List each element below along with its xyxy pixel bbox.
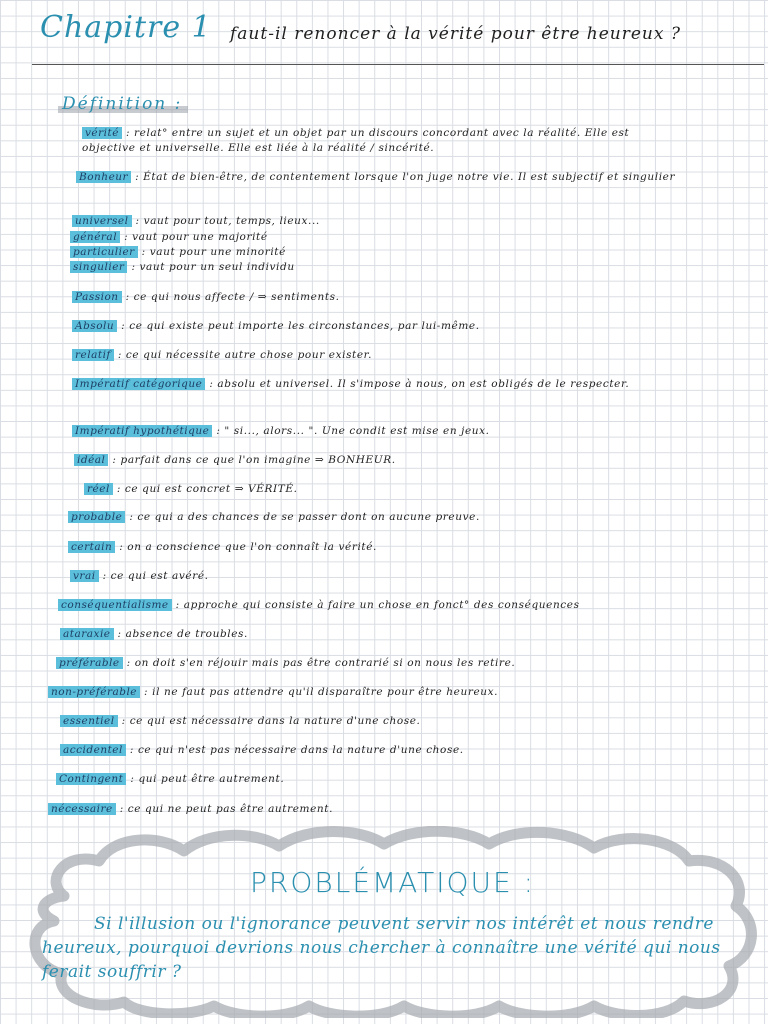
problematique-title: PROBLÉMATIQUE :: [250, 866, 536, 899]
definition-text: : ce qui est concret ⇒ VÉRITÉ.: [116, 483, 298, 495]
definition-term: ataraxie: [60, 628, 114, 640]
definition-term: vrai: [70, 570, 99, 582]
definition-entry: [72, 424, 712, 439]
definition-text: : ce qui a des chances de se passer dont on aucune preuve.: [129, 511, 480, 523]
definitions-heading: Définition :: [62, 94, 183, 114]
definition-text: : absolu et universel. Il s'impose à nous, on est obligés de le respecter.: [209, 378, 630, 390]
definition-entry: [84, 482, 684, 497]
definition-entry: [58, 598, 758, 613]
definition-entry: [60, 627, 660, 642]
definition-entry: [48, 802, 648, 817]
definition-entry: [70, 569, 670, 584]
definition-entry: [68, 510, 688, 525]
definition-term: vérité: [82, 127, 122, 139]
definition-entry: [70, 260, 670, 275]
definition-text: : État de bien-être, de contentement lorsque l'on juge notre vie. Il est subjectif et singulier: [135, 171, 676, 183]
definition-term: Contingent: [56, 773, 126, 785]
definition-entry: [48, 685, 748, 700]
definition-text: : ce qui nécessite autre chose pour exister.: [117, 349, 373, 361]
definition-entry: [72, 290, 672, 305]
definition-text: : relat° entre un sujet et un objet par un discours concordant avec la réalité. Elle est objective et universelle. Elle est liée à la réalité / sincérité.: [82, 127, 630, 154]
definition-text: : absence de troubles.: [117, 628, 248, 640]
definition-entry: [70, 230, 670, 245]
definition-term: réel: [84, 483, 113, 495]
definition-term: probable: [68, 511, 125, 523]
definition-entry: [72, 377, 722, 392]
definition-term: général: [70, 231, 120, 243]
definition-entry: [74, 453, 674, 468]
definition-term: Passion: [72, 291, 122, 303]
definition-text: : vaut pour une minorité: [141, 246, 286, 258]
definition-term: nécessaire: [48, 803, 116, 815]
definition-text: : parfait dans ce que l'on imagine ⇒ BONHEUR.: [112, 454, 396, 466]
definition-term: certain: [68, 541, 115, 553]
definition-text: : on a conscience que l'on connaît la vérité.: [119, 541, 377, 553]
chapter-label: Chapitre 1: [40, 10, 212, 45]
definition-entry: [72, 214, 672, 229]
definition-text: : " si..., alors... ". Une condit est mise en jeux.: [216, 425, 490, 437]
definition-term: singulier: [70, 261, 127, 273]
definition-text: : ce qui est nécessaire dans la nature d'une chose.: [121, 715, 421, 727]
definition-term: idéal: [74, 454, 108, 466]
definition-term: accidentel: [60, 744, 126, 756]
definition-text: : vaut pour une majorité: [124, 231, 268, 243]
definition-term: Impératif catégorique: [72, 378, 205, 390]
definition-term: Bonheur: [76, 171, 131, 183]
definition-entry: [60, 743, 740, 758]
definition-text: : vaut pour un seul individu: [131, 261, 295, 273]
definition-entry: [56, 656, 756, 671]
definition-term: préférable: [56, 657, 123, 669]
definition-text: : on doit s'en réjouir mais pas être contrarié si on nous les retire.: [126, 657, 516, 669]
definition-entry: [70, 245, 670, 260]
definition-term: universel: [72, 215, 132, 227]
header-divider: [32, 64, 764, 65]
definition-term: particulier: [70, 246, 138, 258]
definition-entry: [72, 348, 672, 363]
definition-text: : ce qui est avéré.: [102, 570, 209, 582]
problematique-text: Si l'illusion ou l'ignorance peuvent servir nos intérêt et nous rendre heureux, pourquoi devrions nous chercher à connaître une vérité qui nous ferait souffrir ?: [42, 914, 721, 982]
definition-text: : il ne faut pas attendre qu'il disparaître pour être heureux.: [144, 686, 499, 698]
definition-text: : ce qui n'est pas nécessaire dans la nature d'une chose.: [129, 744, 464, 756]
definition-entry: [68, 540, 668, 555]
definition-text: : ce qui existe peut importe les circonstances, par lui-même.: [121, 320, 480, 332]
definition-entry: [72, 319, 712, 334]
definition-term: Impératif hypothétique: [72, 425, 212, 437]
definition-term: Absolu: [72, 320, 117, 332]
definition-entry: [76, 170, 716, 185]
definition-term: non-préférable: [48, 686, 140, 698]
definition-term: relatif: [72, 349, 114, 361]
definition-entry: [60, 714, 700, 729]
definition-text: : qui peut être autrement.: [130, 773, 285, 785]
definition-text: : ce qui nous affecte / ⇒ sentiments.: [125, 291, 340, 303]
definition-text: : ce qui ne peut pas être autrement.: [119, 803, 334, 815]
definition-term: conséquentialisme: [58, 599, 172, 611]
definition-entry: [56, 772, 656, 787]
chapter-question: faut-il renoncer à la vérité pour être heureux ?: [230, 24, 681, 44]
definition-term: essentiel: [60, 715, 118, 727]
definition-text: : approche qui consiste à faire un chose en fonct° des conséquences: [175, 599, 580, 611]
definition-entry: [82, 126, 682, 155]
chapter-header: [40, 8, 760, 58]
definition-text: : vaut pour tout, temps, lieux...: [135, 215, 320, 227]
